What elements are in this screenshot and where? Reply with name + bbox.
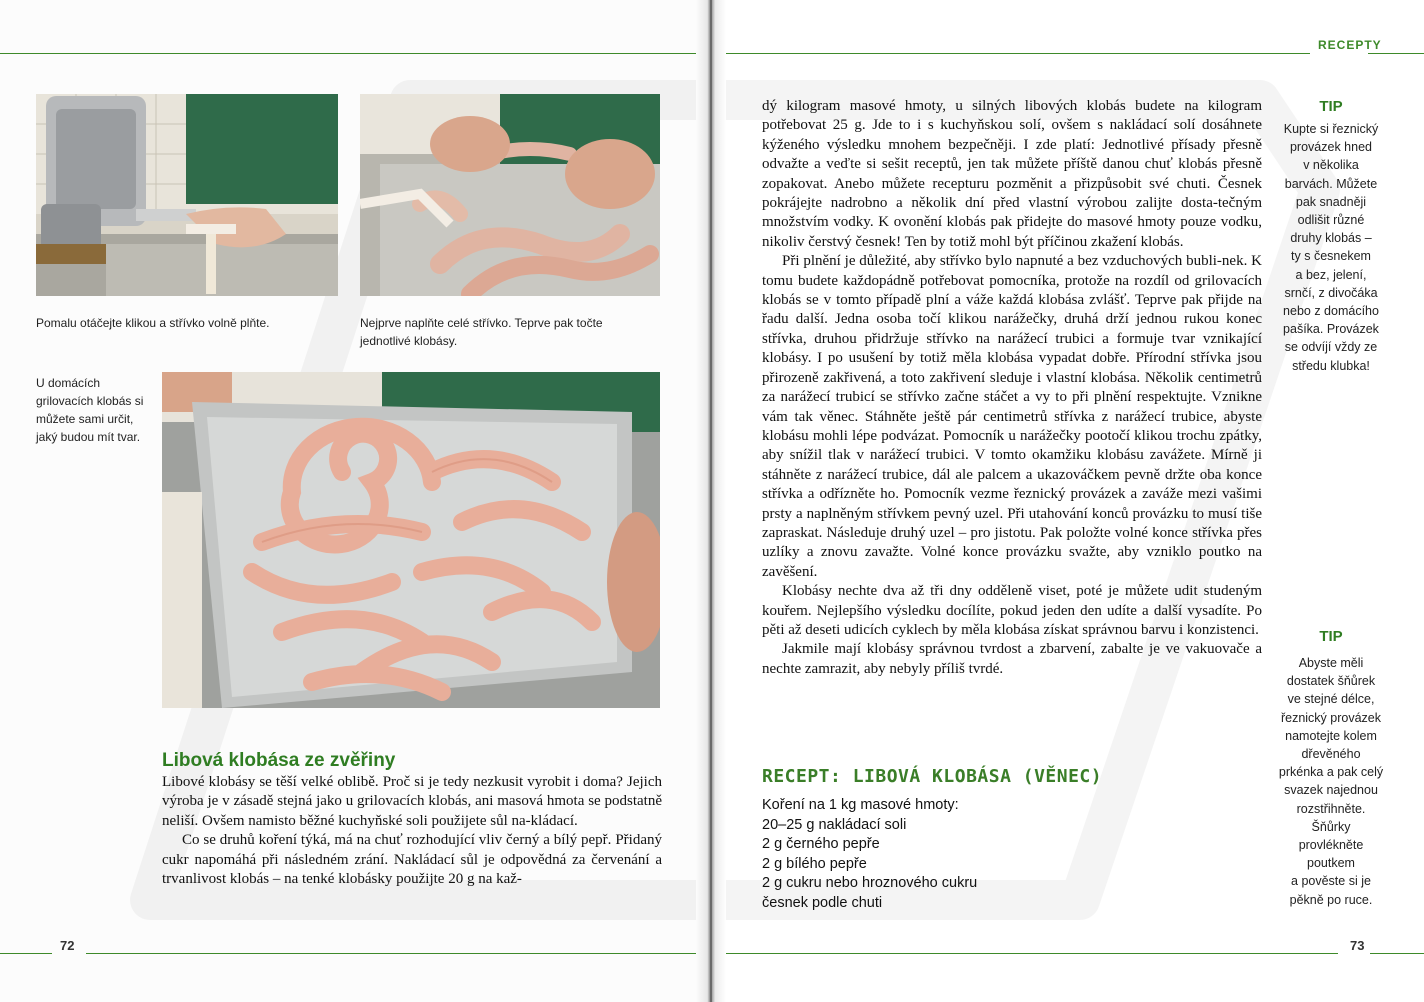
tip-text [1272, 654, 1390, 909]
bottom-rule-right-2 [1370, 953, 1424, 954]
page-number-right: 73 [1350, 938, 1365, 953]
article-paragraph: Libové klobásy se těší velké oblibě. Proč si je tedy nezkusit vyrobit i doma? Jejich výroba je v zásadě stejná jako u grilovacích klobás, ani masová hmota se podstatně neliší. Ovšem namisto běžné kuchyňské soli použijete sůl na-kládací. [162, 774, 662, 829]
tip-line: nebo z domácího [1283, 304, 1379, 319]
tip-line: a bez, jelení, [1295, 267, 1367, 282]
top-rule-right-end [1368, 53, 1424, 54]
article-body-left [162, 773, 662, 889]
caption-side-line-3: můžete sami určit, [36, 412, 134, 426]
tip-line: Kupte si řeznický [1283, 122, 1379, 136]
tip-line: odlišit různé [1297, 213, 1365, 228]
tip-title: TIP [1319, 98, 1343, 115]
top-rule-right [726, 53, 1310, 54]
tip-line: dostatek šňůrek [1286, 674, 1376, 689]
book-gutter [696, 0, 726, 1002]
tip-line: pašíka. Provázek [1283, 322, 1379, 337]
page-number-left: 72 [60, 938, 75, 953]
caption-stuffing: Pomalu otáčejte klikou a střívko volně plňte. [36, 316, 270, 330]
caption-side-line-1: U domácích [36, 376, 101, 390]
caption-side [36, 374, 156, 446]
tip-line: srnčí, z divočáka [1284, 285, 1378, 300]
recipe-ingredients [762, 796, 1122, 913]
article-paragraph: dý kilogram masové hmoty, u silných libových klobás budete na kilogram potřebovat 25 g. Jde to i s kuchyňskou solí, ovšem s nakládací solí dosáhnete kýženého výsledku mnohem bezpečněji. I zde platí: Jednotlivé přísady přesně odvažte a veďte si sešit receptů, jen tak můžete příště danou chuť klobás přesně zopakovat. Anebo můžete recepturu pozměnit a přizpůsobit své chuti. Česnek pokrájejte nadrobno a několik dní před vlastní výrobou zalijte dosta-tečným množstvím vodky. K ovonění klobás pak přidejte do masové hmoty pouze vodku, nikoliv čerstvý česnek! Ten by totiž mohl být příčinou zkažení klobás. [762, 98, 1262, 250]
top-rule-left [0, 53, 696, 54]
tip-line: se odvíjí vždy ze [1284, 340, 1378, 355]
recipe-title: RECEPT: LIBOVÁ KLOBÁSA (VĚNEC) [762, 766, 1103, 787]
tip-line: poutkem [1307, 856, 1355, 871]
caption-forming-line-2: jednotlivé klobásy. [360, 334, 458, 348]
tip-line: Abyste měli [1298, 656, 1364, 670]
tip-line: a pověste si je [1291, 874, 1371, 889]
article-paragraph: Co se druhů koření týká, má na chuť rozhodující vliv černý a bílý pepř. Přidaný cukr napomáhá při následném zrání. Nakládací sůl je odpovědná za červenání a trvanlivost klobás – na tenké klobásky použijte 20 g na kaž- [162, 832, 662, 888]
recipe-line: 2 g černého pepře [762, 836, 880, 852]
article-paragraph: Klobásy nechte dva až tři dny odděleně viset, poté je můžete udit studeným kouřem. Nejlepšího výsledku docílíte, pokud jeden den udíte a další vysadíte. Po pěti až deseti udicích cyklech by měla klobása získat správnou barvu i konzistenci. [762, 583, 1262, 638]
tip-line: provázek hned [1289, 140, 1372, 155]
caption-forming-line-1: Nejprve naplňte celé střívko. Teprve pak točte [360, 316, 603, 330]
tip-line: ve stejné délce, [1287, 692, 1375, 707]
tip-line: rozstřihněte. [1296, 801, 1366, 816]
article-paragraph: Při plnění je důležité, aby střívko bylo napnuté a bez vzduchových bubli-nek. K tomu budete každopádně potřebovat pomocníka, protože na rozdíl od grilovacích klobás se v tomto případě plní a váže každá klobása zvlášť. Teprve pak přijde na řadu další. Jedna osoba točí klikou narážečky, druhá drží jednou rukou konec střívka, druhou přidržuje střívko na narážecí trubici a formuje tvar vznikající klobásy. I po usušení by totiž měla klobása vypadat dobře. Přírodní střívka jsou přirozeně zakřivená, a toto zakřivení sleduje i vlastní klobása. Několik centimetrů za narážecí trubicí se střívko začne stáčet a vy to při plnění respektujte. Vznikne vám tak věnec. Stáhněte ještě pár centimetrů střívka z narážecí trubice, abyste klobásu mohli lépe podvázat. Pomocník u narážečky pootočí klikou trochu zpátky, aby snížil tlak v narážecí trubici. V tomto okamžiku klobásu zavážete. Mírně ji stáhněte z narážecí trubice, dál ale palcem a ukazováčkem pevně držte oba konce střívka a odřízněte ho. Pomocník vezme řeznický provázek a zaváže mezi vašimi prsty a naplněným střívkem pevný uzel. Při utahování konců provázku to musí tiše zapraskat. Následuje druhý uzel – pro jistotu. Pak položte volné konce střívka přes uzlíky a znovu zavažte. Volné konce provázku svažte, aby vzniklo poutko na zavěšení. [762, 253, 1262, 580]
tip-line: ty s česnekem [1291, 249, 1371, 264]
tip-line: provlékněte [1298, 838, 1364, 853]
photo-forming-sausages [360, 94, 660, 296]
tip-line: prkénka a pak celý [1278, 765, 1384, 780]
recipe-line: 2 g bílého pepře [762, 855, 867, 872]
bottom-rule-left [0, 953, 52, 954]
tip-line: druhy klobás – [1290, 231, 1372, 246]
recipe-line: Koření na 1 kg masové hmoty: [762, 797, 959, 813]
caption-side-line-4: jaký budou mít tvar. [36, 430, 141, 444]
article-paragraph: Jakmile mají klobásy správnou tvrdost a zbarvení, zabalte je ve vakuovače a nechte zamrazit, aby nebyly příliš tvrdé. [762, 641, 1262, 677]
article-title: Libová klobása ze zvěřiny [162, 750, 396, 771]
caption-side-line-2: grilovacích klobás si [36, 394, 144, 408]
tip-line: Šňůrky [1311, 819, 1351, 834]
tip-line: namotejte kolem [1285, 728, 1377, 743]
tip-line: v několika [1303, 158, 1359, 173]
bottom-rule-left-2 [86, 953, 696, 954]
tip-line: dřevěného [1301, 747, 1361, 762]
photo-sausage-tray [162, 372, 660, 708]
recipe-line: 20–25 g nakládací soli [762, 816, 907, 833]
tip-line: svazek najednou [1284, 783, 1378, 798]
article-body-right [762, 97, 1262, 679]
tip-line: pěkně po ruce. [1289, 892, 1373, 907]
tip-line: řeznický provázek [1280, 710, 1382, 725]
recipe-line: 2 g cukru nebo hroznového cukru [762, 875, 978, 891]
tip-title: TIP [1319, 628, 1343, 645]
tip-line: barvách. Můžete [1284, 176, 1378, 191]
photo-stuffing-machine [36, 94, 338, 296]
caption-forming [360, 314, 660, 350]
tip-line: pak snadněji [1295, 194, 1367, 209]
bottom-rule-right [726, 953, 1338, 954]
recipe-line: česnek podle chuti [762, 894, 883, 911]
tip-text [1272, 120, 1390, 375]
tip-line: středu klubka! [1292, 358, 1370, 373]
section-label: RECEPTY [1318, 38, 1382, 52]
